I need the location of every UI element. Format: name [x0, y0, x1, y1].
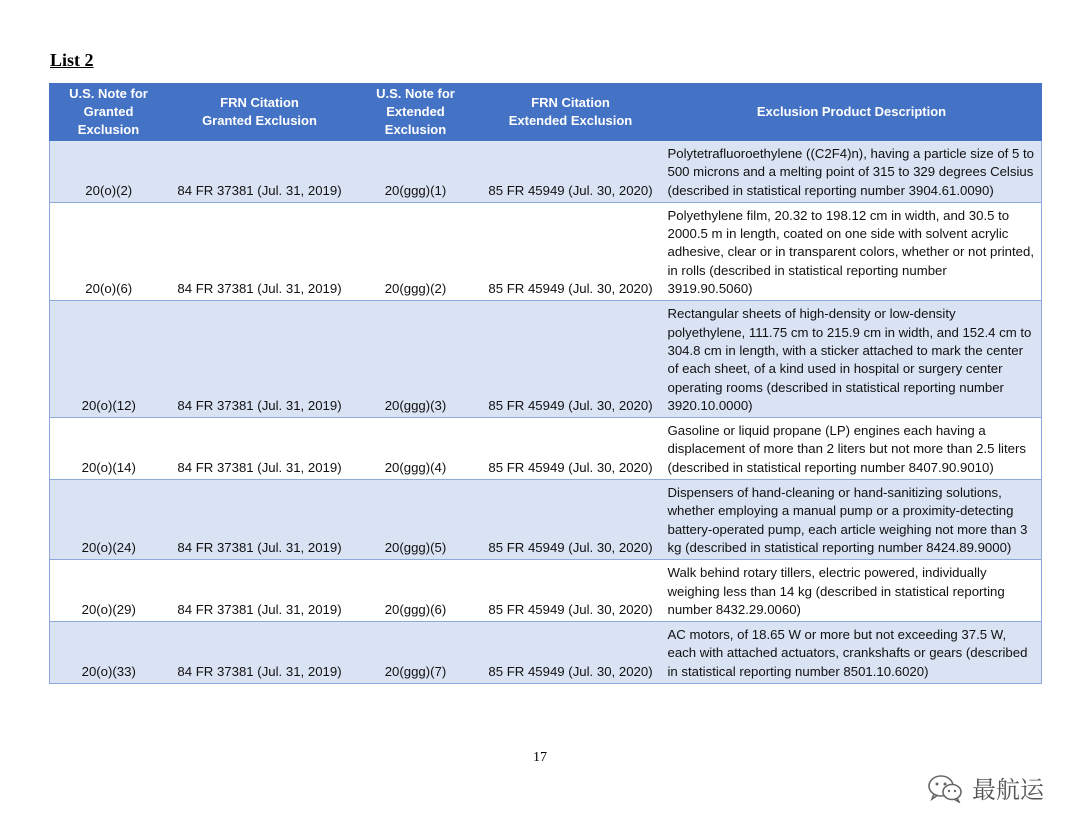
extended-frn-cell: 85 FR 45949 (Jul. 30, 2020) — [480, 301, 662, 418]
extended-note-cell: 20(ggg)(2) — [352, 202, 480, 300]
page-number: 17 — [533, 750, 547, 765]
granted-note-cell: 20(o)(14) — [50, 418, 168, 480]
granted-frn-cell: 84 FR 37381 (Jul. 31, 2019) — [168, 141, 352, 203]
header-granted-frn: FRN Citation Granted Exclusion — [168, 84, 352, 141]
granted-frn-cell: 84 FR 37381 (Jul. 31, 2019) — [168, 301, 352, 418]
extended-note-cell: 20(ggg)(6) — [352, 560, 480, 622]
table-row — [50, 622, 1042, 684]
granted-note-cell: 20(o)(2) — [50, 141, 168, 203]
granted-note-cell: 20(o)(6) — [50, 202, 168, 300]
extended-frn-cell: 85 FR 45949 (Jul. 30, 2020) — [480, 202, 662, 300]
description-cell: Gasoline or liquid propane (LP) engines each having a displacement of more than 2 liters but not more than 2.5 liters (described in statistical reporting number 8407.90.9010) — [662, 418, 1042, 480]
table-header-row — [50, 84, 1042, 141]
watermark — [926, 770, 1044, 805]
extended-note-cell: 20(ggg)(4) — [352, 418, 480, 480]
extended-frn-cell: 85 FR 45949 (Jul. 30, 2020) — [480, 418, 662, 480]
granted-note-cell: 20(o)(24) — [50, 480, 168, 560]
description-cell: Polytetrafluoroethylene ((C2F4)n), having a particle size of 5 to 500 microns and a melting point of 315 to 329 degrees Celsius (described in statistical reporting number 3904.61.0090) — [662, 141, 1042, 203]
description-cell: Polyethylene film, 20.32 to 198.12 cm in width, and 30.5 to 2000.5 m in length, coated on one side with solvent acrylic adhesive, clear or in transparent colors, whether or not printed, in rolls (described in statistical reporting number 3919.90.5060) — [662, 202, 1042, 300]
extended-frn-cell: 85 FR 45949 (Jul. 30, 2020) — [480, 560, 662, 622]
extended-note-cell: 20(ggg)(3) — [352, 301, 480, 418]
granted-note-cell: 20(o)(12) — [50, 301, 168, 418]
list-title: List 2 — [50, 50, 94, 70]
granted-frn-cell: 84 FR 37381 (Jul. 31, 2019) — [168, 202, 352, 300]
granted-note-cell: 20(o)(33) — [50, 622, 168, 684]
description-cell: AC motors, of 18.65 W or more but not exceeding 37.5 W, each with attached actuators, crankshafts or gears (described in statistical reporting number 8501.10.6020) — [662, 622, 1042, 684]
granted-note-cell: 20(o)(29) — [50, 560, 168, 622]
watermark-text: 最航运 — [972, 776, 1044, 804]
extended-frn-cell: 85 FR 45949 (Jul. 30, 2020) — [480, 141, 662, 203]
table-row — [50, 301, 1042, 418]
extended-frn-cell: 85 FR 45949 (Jul. 30, 2020) — [480, 622, 662, 684]
table-row — [50, 560, 1042, 622]
description-cell: Rectangular sheets of high-density or low-density polyethylene, 111.75 cm to 215.9 cm in width, and 152.4 cm to 304.8 cm in length, with a sticker attached to mark the center of each sheet, of a kind used in hospital or surgery center operating rooms (described in statistical reporting number 3920.10.0000) — [662, 301, 1042, 418]
granted-frn-cell: 84 FR 37381 (Jul. 31, 2019) — [168, 622, 352, 684]
table-row — [50, 141, 1042, 203]
wechat-icon — [926, 773, 964, 803]
extended-frn-cell: 85 FR 45949 (Jul. 30, 2020) — [480, 480, 662, 560]
header-extended-note: U.S. Note for Extended Exclusion — [352, 84, 480, 141]
granted-frn-cell: 84 FR 37381 (Jul. 31, 2019) — [168, 480, 352, 560]
table-row — [50, 480, 1042, 560]
extended-note-cell: 20(ggg)(1) — [352, 141, 480, 203]
description-cell: Walk behind rotary tillers, electric powered, individually weighing less than 14 kg (described in statistical reporting number 8432.29.0060) — [662, 560, 1042, 622]
extended-note-cell: 20(ggg)(5) — [352, 480, 480, 560]
header-granted-note: U.S. Note for Granted Exclusion — [50, 84, 168, 141]
table-row — [50, 202, 1042, 300]
extended-note-cell: 20(ggg)(7) — [352, 622, 480, 684]
granted-frn-cell: 84 FR 37381 (Jul. 31, 2019) — [168, 560, 352, 622]
table-row — [50, 418, 1042, 480]
granted-frn-cell: 84 FR 37381 (Jul. 31, 2019) — [168, 418, 352, 480]
exclusion-table — [49, 83, 1042, 684]
header-extended-frn: FRN Citation Extended Exclusion — [480, 84, 662, 141]
description-cell: Dispensers of hand-cleaning or hand-sanitizing solutions, whether employing a manual pump or a proximity-detecting battery-operated pump, each article weighing not more than 3 kg (described in statistical reporting number 8424.89.9000) — [662, 480, 1042, 560]
header-description: Exclusion Product Description — [662, 84, 1042, 141]
